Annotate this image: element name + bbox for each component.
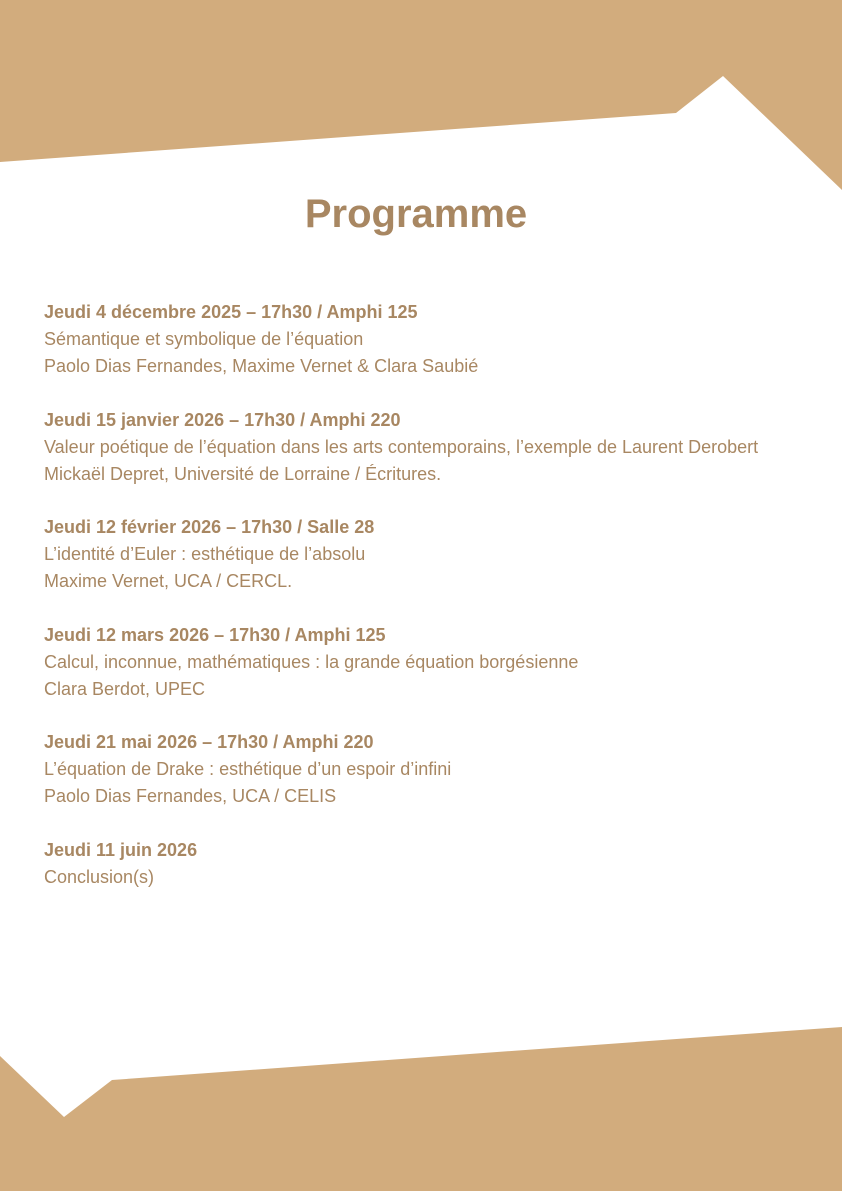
event-speaker: Paolo Dias Fernandes, Maxime Vernet & Clara Saubié [44, 356, 479, 376]
event-item [44, 729, 784, 810]
event-date: Jeudi 12 mars 2026 – 17h30 / Amphi 125 [44, 624, 386, 645]
event-item [44, 407, 784, 488]
event-item [44, 837, 784, 891]
event-topic: L’identité d’Euler : esthétique de l’absolu [44, 544, 366, 564]
event-speaker: Clara Berdot, UPEC [44, 678, 206, 699]
event-topic: L’équation de Drake : esthétique d’un espoir d’infini [44, 759, 452, 779]
event-speaker: Mickaël Depret, Université de Lorraine / Écritures. [44, 463, 442, 484]
event-item [44, 514, 784, 595]
event-item [44, 299, 784, 380]
event-speaker: Paolo Dias Fernandes, UCA / CELIS [44, 786, 337, 806]
event-item [44, 622, 784, 703]
programme-list [44, 299, 784, 917]
event-topic: Calcul, inconnue, mathématiques : la grande équation borgésienne [44, 651, 579, 672]
event-date: Jeudi 11 juin 2026 [44, 839, 198, 860]
event-date: Jeudi 21 mai 2026 – 17h30 / Amphi 220 [44, 732, 374, 752]
event-topic: Conclusion(s) [44, 866, 155, 887]
event-topic: Valeur poétique de l’équation dans les arts contemporains, l’exemple de Laurent Derobert [44, 436, 759, 457]
event-date: Jeudi 12 février 2026 – 17h30 / Salle 28 [44, 517, 375, 537]
event-speaker: Maxime Vernet, UCA / CERCL. [44, 571, 293, 591]
event-topic: Sémantique et symbolique de l’équation [44, 329, 364, 349]
event-date: Jeudi 15 janvier 2026 – 17h30 / Amphi 220 [44, 409, 401, 430]
event-date: Jeudi 4 décembre 2025 – 17h30 / Amphi 125 [44, 302, 418, 322]
page-title: Programme [304, 192, 528, 236]
